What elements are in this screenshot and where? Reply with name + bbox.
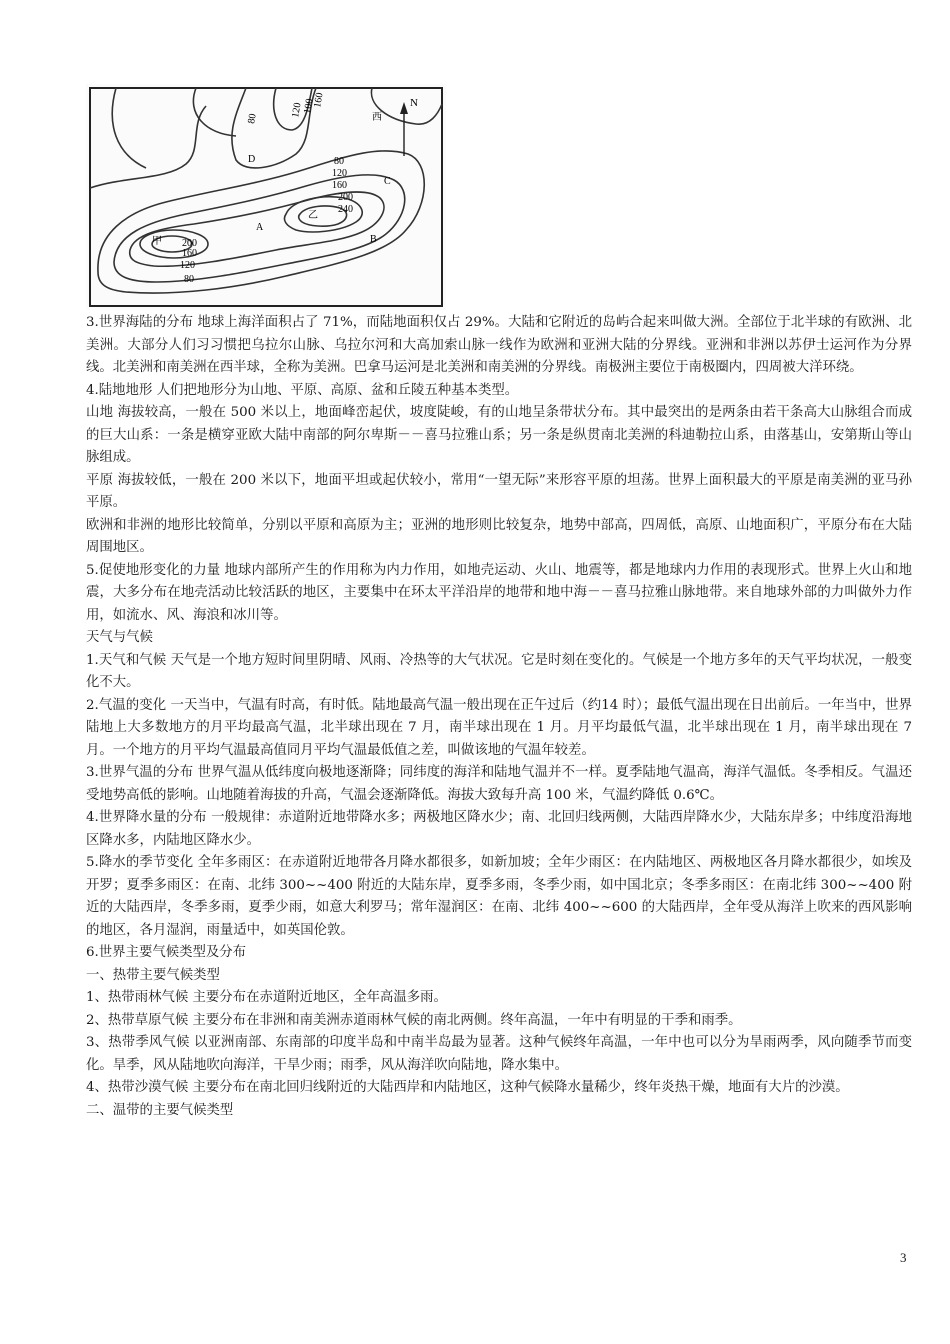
contour-line [90, 106, 206, 188]
contour-value-label: 160 [312, 91, 326, 109]
paragraph: 4、热带沙漠气候 主要分布在南北回归线附近的大陆西岸和内陆地区，这种气候降水量稀少，终年炎热干燥，地面有大片的沙漠。 [86, 1080, 849, 1095]
contour-line [140, 230, 208, 258]
contour-value-label: 80 [246, 112, 259, 125]
contour-value-label: 160 [332, 180, 347, 191]
peak-label-jia: 甲 [152, 236, 162, 247]
paragraph: 山地 海拔较高，一般在 500 米以上，地面峰峦起伏，坡度陡峻，有的山地呈条带状分布。其中最突出的是两条由若干条高大山脉组合而成的巨大山系：一条是横穿亚欧大陆中南部的阿尔卑斯－－喜马拉雅山系；另一条是纵贯南北美洲的科迪勒拉山系，由落基山，安第斯山等山脉组成。 [86, 405, 912, 465]
contour-map-svg [86, 84, 446, 310]
paragraph: 3.世界气温的分布 世界气温从低纬度向极地逐渐降；同纬度的海洋和陆地气温并不一样。夏季陆地气温高，海洋气温低。冬季相反。气温还受地势高低的影响。山地随着海拔的升高，气温会逐渐降低。海拔大致每升高 100 米，气温约降低 0.6℃。 [86, 765, 912, 803]
place-label: 西 [372, 112, 382, 123]
paragraph: 3.世界海陆的分布 地球上海洋面积占了 71%，而陆地面积仅占 29%。大陆和它附近的岛屿合起来叫做大洲。全部位于北半球的有欧洲、北美洲。大部分人们习习惯把乌拉尔山脉、乌拉尔河和大高加索山脉一线作为欧洲和亚洲大陆的分界线。亚洲和非洲以苏伊士运河作为分界线。北美洲和南美洲在西半球，全称为美洲。巴拿马运河是北美洲和南美洲的分界线。南极洲主要位于南极圈内，四周被大洋环绕。 [86, 315, 912, 375]
north-label: N [410, 97, 418, 109]
point-label-c: C [384, 176, 391, 187]
contour-value-label: 200 [182, 238, 197, 249]
paragraph: 6.世界主要气候类型及分布 [86, 945, 247, 960]
contour-value-label: 100 [302, 97, 316, 115]
north-arrow-head [400, 102, 408, 114]
paragraph: 4.陆地地形 人们把地形分为山地、平原、高原、盆和丘陵五种基本类型。 [86, 382, 519, 398]
contour-line [371, 88, 442, 124]
point-label-d: D [248, 154, 256, 165]
paragraph: 2、热带草原气候 主要分布在非洲和南美洲赤道雨林气候的南北两侧。终年高温，一年中有明显的干季和雨季。 [86, 1012, 742, 1028]
paragraph: 3、热带季风气候 以亚洲南部、东南部的印度半岛和中南半岛最为显著。这种气候终年高温，一年中也可以分为旱雨两季，风向随季节而变化。旱季，风从陆地吹向海洋，干旱少雨；雨季，风从海洋吹向陆地，降水集中。 [86, 1035, 912, 1073]
point-label-a: A [256, 222, 264, 233]
subsection-heading: 二、温带的主要气候类型 [86, 1102, 234, 1118]
contour-value-label: 240 [338, 204, 353, 215]
point-label-b: B [370, 234, 377, 245]
body-text [86, 312, 912, 1122]
contour-value-label: 120 [332, 168, 347, 179]
contour-value-label: 80 [184, 274, 194, 285]
page-number: 3 [900, 1250, 907, 1265]
paragraph: 平原 海拔较低，一般在 200 米以下，地面平坦或起伏较小，常用“一望无际”来形容平原的坦荡。世界上面积最大的平原是南美洲的亚马孙平原。 [86, 472, 912, 510]
paragraph: 5.降水的季节变化 全年多雨区：在赤道附近地带各月降水都很多，如新加坡；全年少雨区：在内陆地区、两极地区各月降水都很少，如埃及开罗；夏季多雨区：在南、北纬 300~~400 附近的大陆东岸，夏季多雨，冬季少雨，如中国北京；冬季多雨区：在南北纬 300~~400 附近的大陆西岸，冬季多雨，夏季少雨，如意大利罗马；常年湿润区：在南、北纬 400~~600 的大陆西岸，全年受从海洋上吹来的西风影响的地区，各月湿润，雨量适中，如英国伦敦。 [86, 855, 912, 938]
contour-line [193, 88, 236, 136]
contour-map-figure [86, 84, 446, 310]
contour-value-label: 120 [180, 260, 195, 271]
section-heading: 天气与气候 [86, 630, 153, 645]
contour-value-label: 80 [334, 156, 344, 167]
paragraph: 欧洲和非洲的地形比较简单，分别以平原和高原为主；亚洲的地形则比较复杂，地势中部高，四周低，高原、山地面积广，平原分布在大陆周围地区。 [86, 517, 912, 555]
contour-value-label: 200 [338, 192, 353, 203]
paragraph: 1.天气和气候 天气是一个地方短时间里阴晴、风雨、冷热等的大气状况。它是时刻在变化的。气候是一个地方多年的天气平均状况，一般变化不大。 [86, 652, 912, 690]
paragraph: 4.世界降水量的分布 一般规律：赤道附近地带降水多；两极地区降水少；南、北回归线两侧，大陆西岸降水少，大陆东岸多；中纬度沿海地区降水多，内陆地区降水少。 [86, 810, 912, 848]
subsection-heading: 一、热带主要气候类型 [86, 967, 220, 983]
contour-line [112, 88, 146, 168]
paragraph: 1、热带雨林气候 主要分布在赤道附近地区，全年高温多雨。 [86, 990, 447, 1005]
paragraph: 2.气温的变化 一天当中，气温有时高，有时低。陆地最高气温一般出现在正午过后（约14 时）；最低气温出现在日出前后。一年当中，世界陆地上大多数地方的月平均最高气温，北半球出现在 7 月，南半球出现在 1 月。月平均最低气温，北半球出现在 1 月，南半球出现在 7 月。一个地方的月平均气温最高值同月平均气温最低值之差，叫做该地的气温年较差。 [86, 697, 912, 758]
contour-value-label: 120 [290, 101, 304, 119]
contour-value-label: 160 [182, 248, 197, 259]
paragraph: 5.促使地形变化的力量 地球内部所产生的作用称为内力作用，如地壳运动、火山、地震等，都是地球内力作用的表现形式。世界上火山和地震，大多分布在地壳活动比较活跃的地区，主要集中在环太平洋沿岸的地带和地中海－－喜马拉雅山脉地带。来自地球外部的力叫做外力作用，如流水、风、海浪和冰川等。 [86, 562, 912, 623]
peak-label-yi: 乙 [308, 210, 318, 221]
